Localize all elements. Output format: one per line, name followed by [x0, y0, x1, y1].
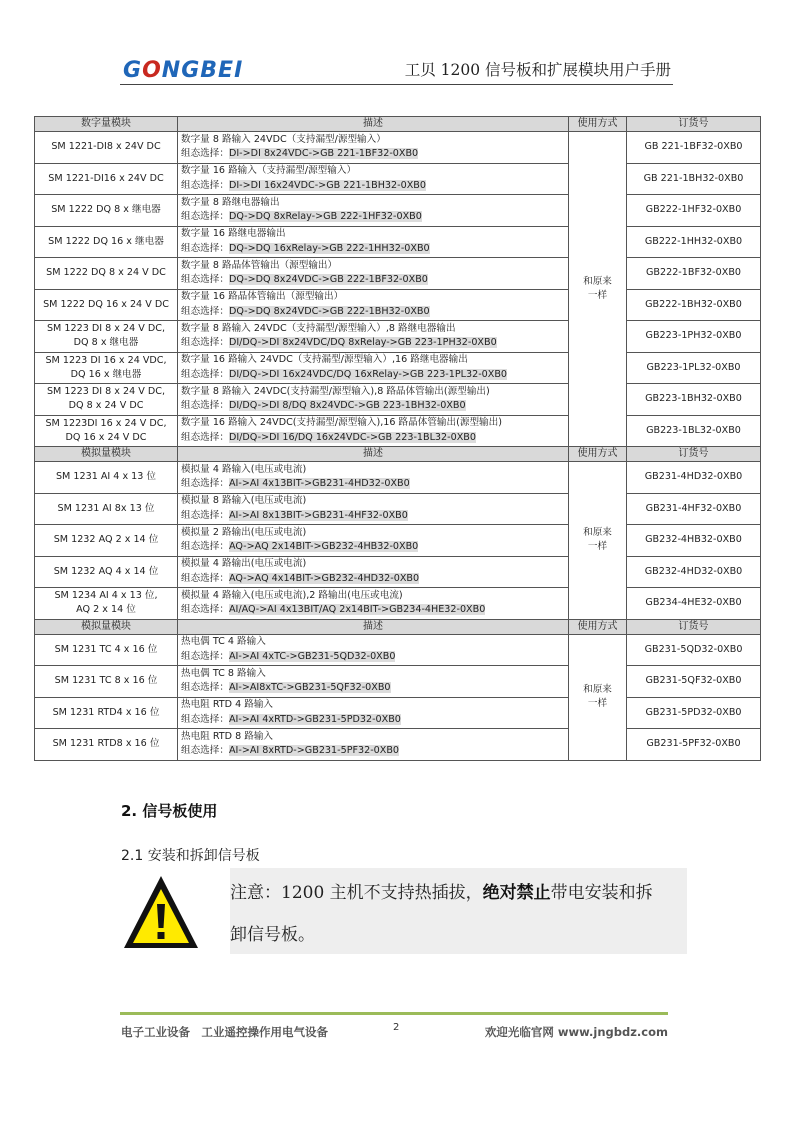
- config-path: AI->AI 4xRTD->GB231-5PD32-0XB0: [228, 713, 401, 725]
- description-cell: [178, 525, 569, 557]
- description-cell: [178, 729, 569, 761]
- description-text: 数字量 16 路继电器输出: [181, 228, 286, 240]
- warning-triangle-icon: [121, 872, 201, 952]
- config-line: [181, 273, 568, 288]
- module-name-line: SM 1222 DQ 8 x 继电器: [51, 204, 161, 216]
- description-cell: [178, 634, 569, 666]
- module-name-cell: [35, 666, 178, 698]
- column-header: 模拟量模块: [35, 619, 178, 634]
- config-label: 组态选择：: [181, 400, 229, 412]
- module-name-cell: [35, 132, 178, 164]
- order-number-cell: GB 221-1BF32-0XB0: [627, 132, 761, 164]
- order-number-cell: GB222-1HH32-0XB0: [627, 226, 761, 258]
- module-name-line: SM 1231 TC 4 x 16 位: [54, 643, 158, 655]
- column-header: 模拟量模块: [35, 447, 178, 462]
- description-text: 模拟量 4 路输出(电压或电流): [181, 558, 307, 570]
- page-header: [120, 52, 673, 85]
- module-name-cell: [35, 352, 178, 384]
- column-header: 订货号: [627, 447, 761, 462]
- description-cell: [178, 163, 569, 195]
- description-cell: [178, 258, 569, 290]
- description-cell: [178, 289, 569, 321]
- config-path: DQ->DQ 8xRelay->GB 222-1HF32-0XB0: [228, 211, 422, 223]
- table-header-row: [35, 447, 761, 462]
- module-name-cell: [35, 258, 178, 290]
- order-number-cell: GB223-1BH32-0XB0: [627, 384, 761, 416]
- config-path: AI/AQ->AI 4x13BIT/AQ 2x14BIT->GB234-4HE32-0XB0: [228, 604, 486, 616]
- order-number-cell: GB231-5QD32-0XB0: [627, 634, 761, 666]
- table-row: [35, 525, 761, 557]
- subsection-heading: 2.1 安装和拆卸信号板: [121, 848, 260, 864]
- table-row: [35, 132, 761, 164]
- module-name-cell: [35, 195, 178, 227]
- description-text: 数字量 16 路输入 24VDC（支持漏型/源型输入）,16 路继电器输出: [181, 354, 468, 366]
- config-path: AQ->AQ 4x14BIT->GB232-4HD32-0XB0: [228, 572, 420, 584]
- table-row: [35, 226, 761, 258]
- footer-tagline: 电子工业设备 工业遥控操作用电气设备: [121, 1025, 328, 1039]
- table-row: [35, 634, 761, 666]
- config-line: [181, 744, 568, 759]
- table-row: [35, 321, 761, 353]
- module-name-line: SM 1234 AI 4 x 13 位,: [54, 590, 158, 602]
- config-label: 组态选择：: [181, 713, 229, 725]
- config-line: [181, 713, 568, 728]
- config-label: 组态选择：: [181, 604, 229, 616]
- description-text: 数字量 8 路输入 24VDC(支持漏型/源型输入),8 路晶体管输出(源型输出): [181, 385, 490, 397]
- module-name-line: DQ 8 x 继电器: [73, 337, 139, 349]
- description-cell: [178, 226, 569, 258]
- config-label: 组态选择：: [181, 745, 229, 757]
- config-line: [181, 210, 568, 225]
- config-label: 组态选择：: [181, 431, 229, 443]
- module-name-line: SM 1223 DI 8 x 24 V DC,: [46, 386, 166, 398]
- description-text: 数字量 8 路继电器输出: [181, 196, 280, 208]
- config-path: DI->DI 8x24VDC->GB 221-1BF32-0XB0: [228, 148, 419, 160]
- table-row: [35, 163, 761, 195]
- module-name-cell: [35, 289, 178, 321]
- order-number-cell: GB222-1HF32-0XB0: [627, 195, 761, 227]
- module-name-cell: [35, 588, 178, 620]
- config-path: DQ->DQ 16xRelay->GB 222-1HH32-0XB0: [228, 242, 430, 254]
- note-line-1: 注意：1200 主机不支持热插拔，绝对禁止带电安装和拆: [230, 883, 653, 903]
- module-name-cell: [35, 415, 178, 447]
- description-cell: [178, 493, 569, 525]
- config-path: DQ->DQ 8x24VDC->GB 222-1BF32-0XB0: [228, 274, 428, 286]
- table-row: [35, 352, 761, 384]
- table-row: [35, 258, 761, 290]
- config-label: 组态选择：: [181, 650, 229, 662]
- document-title: 工贝 1200 信号板和扩展模块用户手册: [404, 61, 671, 79]
- config-line: [181, 681, 568, 696]
- module-name-line: SM 1223 DI 8 x 24 V DC,: [46, 323, 166, 335]
- description-cell: [178, 195, 569, 227]
- description-cell: [178, 415, 569, 447]
- config-label: 组态选择：: [181, 242, 229, 254]
- order-number-cell: GB223-1PL32-0XB0: [627, 352, 761, 384]
- description-text: 热电偶 TC 8 路输入: [181, 667, 266, 679]
- description-text: 模拟量 4 路输入(电压或电流): [181, 463, 307, 475]
- config-label: 组态选择：: [181, 682, 229, 694]
- config-path: DI/DQ->DI 16/DQ 16x24VDC->GB 223-1BL32-0XB0: [228, 431, 476, 443]
- column-header: 描述: [178, 117, 569, 132]
- table-row: [35, 556, 761, 588]
- column-header: 数字量模块: [35, 117, 178, 132]
- module-name-cell: [35, 556, 178, 588]
- config-path: AI->AI8xTC->GB231-5QF32-0XB0: [228, 682, 391, 694]
- footer-divider: [120, 1012, 668, 1015]
- table-row: [35, 588, 761, 620]
- module-name-line: SM 1232 AQ 2 x 14 位: [53, 534, 159, 546]
- config-label: 组态选择：: [181, 478, 229, 490]
- module-name-line: SM 1222 DQ 16 x 继电器: [48, 235, 164, 247]
- description-cell: [178, 556, 569, 588]
- section-heading: 2. 信号板使用: [121, 802, 218, 820]
- config-line: [181, 509, 568, 524]
- description-text: 数字量 8 路晶体管输出（源型输出）: [181, 259, 338, 271]
- table-row: [35, 729, 761, 761]
- description-cell: [178, 321, 569, 353]
- description-text: 模拟量 4 路输入(电压或电流),2 路输出(电压或电流): [181, 589, 403, 601]
- note-line-2: 卸信号板。: [230, 925, 315, 945]
- usage-text: 和原来: [583, 527, 612, 539]
- config-line: [181, 431, 568, 446]
- config-label: 组态选择：: [181, 211, 229, 223]
- config-label: 组态选择：: [181, 509, 229, 521]
- company-logo: GONGBEI: [123, 58, 244, 83]
- page-number: 2: [393, 1022, 400, 1033]
- module-name-line: DQ 8 x 24 V DC: [68, 400, 144, 412]
- usage-text: 一样: [587, 290, 608, 301]
- config-line: [181, 572, 568, 587]
- config-path: AI->AI 8x13BIT->GB231-4HF32-0XB0: [228, 509, 408, 521]
- module-name-line: SM 1231 TC 8 x 16 位: [54, 675, 158, 687]
- table-row: [35, 415, 761, 447]
- warning-note: [230, 868, 687, 954]
- module-name-line: SM 1222 DQ 16 x 24 V DC: [43, 298, 169, 310]
- column-header: 描述: [178, 447, 569, 462]
- description-text: 热电阻 RTD 4 路输入: [181, 699, 274, 711]
- module-name-cell: [35, 729, 178, 761]
- usage-cell: [569, 634, 627, 760]
- description-text: 数字量 8 路输入 24VDC（支持漏型/源型输入）: [181, 133, 386, 145]
- config-label: 组态选择：: [181, 148, 229, 160]
- config-path: DI->DI 16x24VDC->GB 221-1BH32-0XB0: [228, 179, 426, 191]
- module-name-line: DQ 16 x 24 V DC: [65, 431, 147, 443]
- table-row: [35, 666, 761, 698]
- order-number-cell: GB232-4HD32-0XB0: [627, 556, 761, 588]
- config-line: [181, 603, 568, 618]
- module-name-cell: [35, 493, 178, 525]
- note-emphasis: 绝对禁止: [482, 883, 551, 903]
- config-label: 组态选择：: [181, 179, 229, 191]
- usage-text: 一样: [587, 541, 608, 553]
- module-name-line: SM 1231 AI 8x 13 位: [57, 502, 155, 514]
- config-line: [181, 179, 568, 194]
- module-name-cell: [35, 525, 178, 557]
- description-text: 数字量 16 路输入 24VDC(支持漏型/源型输入),16 路晶体管输出(源型输出): [181, 417, 502, 429]
- table-row: [35, 384, 761, 416]
- order-number-cell: GB 221-1BH32-0XB0: [627, 163, 761, 195]
- module-name-line: AQ 2 x 14 位: [76, 604, 136, 616]
- module-name-cell: [35, 462, 178, 494]
- module-name-line: SM 1223DI 16 x 24 V DC,: [45, 417, 167, 429]
- config-line: [181, 242, 568, 257]
- module-name-cell: [35, 163, 178, 195]
- order-number-cell: GB234-4HE32-0XB0: [627, 588, 761, 620]
- module-name-line: SM 1222 DQ 8 x 24 V DC: [46, 267, 166, 279]
- config-label: 组态选择：: [181, 337, 229, 349]
- config-path: AI->AI 8xRTD->GB231-5PF32-0XB0: [228, 745, 400, 757]
- table-row: [35, 195, 761, 227]
- description-text: 模拟量 2 路输出(电压或电流): [181, 526, 307, 538]
- config-line: [181, 147, 568, 162]
- config-path: AI->AI 4xTC->GB231-5QD32-0XB0: [228, 650, 396, 662]
- config-label: 组态选择：: [181, 368, 229, 380]
- order-number-cell: GB231-5QF32-0XB0: [627, 666, 761, 698]
- config-path: AQ->AQ 2x14BIT->GB232-4HB32-0XB0: [228, 541, 419, 553]
- description-text: 热电阻 RTD 8 路输入: [181, 730, 274, 742]
- module-name-line: SM 1232 AQ 4 x 14 位: [53, 565, 159, 577]
- table-row: [35, 289, 761, 321]
- description-cell: [178, 352, 569, 384]
- column-header: 使用方式: [569, 117, 627, 132]
- usage-cell: [569, 132, 627, 447]
- module-name-cell: [35, 226, 178, 258]
- usage-text: 一样: [587, 698, 608, 709]
- module-name-line: SM 1231 AI 4 x 13 位: [55, 471, 157, 483]
- order-number-cell: GB231-5PF32-0XB0: [627, 729, 761, 761]
- order-number-cell: GB223-1PH32-0XB0: [627, 321, 761, 353]
- description-text: 数字量 8 路输入 24VDC（支持漏型/源型输入）,8 路继电器输出: [181, 322, 456, 334]
- description-cell: [178, 462, 569, 494]
- config-line: [181, 399, 568, 414]
- column-header: 订货号: [627, 619, 761, 634]
- description-text: 模拟量 8 路输入(电压或电流): [181, 495, 307, 507]
- table-header-row: [35, 619, 761, 634]
- module-name-cell: [35, 321, 178, 353]
- order-number-cell: GB222-1BH32-0XB0: [627, 289, 761, 321]
- config-label: 组态选择：: [181, 305, 229, 317]
- module-name-cell: [35, 634, 178, 666]
- module-name-line: SM 1223 DI 16 x 24 VDC,: [45, 354, 167, 366]
- config-line: [181, 540, 568, 555]
- table-row: [35, 462, 761, 494]
- config-label: 组态选择：: [181, 541, 229, 553]
- description-text: 热电偶 TC 4 路输入: [181, 636, 266, 648]
- config-path: DI/DQ->DI 8x24VDC/DQ 8xRelay->GB 223-1PH32-0XB0: [228, 337, 497, 349]
- table-row: [35, 493, 761, 525]
- order-number-cell: GB232-4HB32-0XB0: [627, 525, 761, 557]
- module-name-line: SM 1231 RTD8 x 16 位: [52, 738, 160, 750]
- order-number-cell: GB223-1BL32-0XB0: [627, 415, 761, 447]
- config-line: [181, 336, 568, 351]
- config-line: [181, 368, 568, 383]
- description-text: 数字量 16 路输入（支持漏型/源型输入）: [181, 165, 357, 177]
- usage-cell: [569, 462, 627, 620]
- module-name-line: SM 1231 RTD4 x 16 位: [52, 706, 160, 718]
- module-name-line: DQ 16 x 继电器: [70, 368, 142, 380]
- config-line: [181, 650, 568, 665]
- description-cell: [178, 132, 569, 164]
- module-name-line: SM 1221-DI16 x 24V DC: [48, 172, 164, 184]
- column-header: 使用方式: [569, 447, 627, 462]
- config-path: DI/DQ->DI 16x24VDC/DQ 16xRelay->GB 223-1PL32-0XB0: [228, 368, 508, 380]
- column-header: 使用方式: [569, 619, 627, 634]
- module-table: [34, 116, 761, 761]
- module-name-cell: [35, 697, 178, 729]
- usage-text: 和原来: [583, 276, 612, 287]
- usage-text: 和原来: [583, 684, 612, 695]
- order-number-cell: GB222-1BF32-0XB0: [627, 258, 761, 290]
- description-cell: [178, 384, 569, 416]
- config-label: 组态选择：: [181, 274, 229, 286]
- footer-website: 欢迎光临官网 www.jngbdz.com: [484, 1025, 668, 1039]
- module-name-cell: [35, 384, 178, 416]
- module-name-line: SM 1221-DI8 x 24V DC: [51, 141, 161, 153]
- table-header-row: [35, 117, 761, 132]
- config-label: 组态选择：: [181, 572, 229, 584]
- description-cell: [178, 588, 569, 620]
- config-line: [181, 477, 568, 492]
- description-cell: [178, 697, 569, 729]
- config-path: DI/DQ->DI 8/DQ 8x24VDC->GB 223-1BH32-0XB0: [228, 400, 466, 412]
- config-line: [181, 305, 568, 320]
- column-header: 订货号: [627, 117, 761, 132]
- config-path: DQ->DQ 8x24VDC->GB 222-1BH32-0XB0: [228, 305, 430, 317]
- table-row: [35, 697, 761, 729]
- order-number-cell: GB231-4HD32-0XB0: [627, 462, 761, 494]
- config-path: AI->AI 4x13BIT->GB231-4HD32-0XB0: [228, 478, 410, 490]
- order-number-cell: GB231-4HF32-0XB0: [627, 493, 761, 525]
- description-cell: [178, 666, 569, 698]
- description-text: 数字量 16 路晶体管输出（源型输出）: [181, 291, 344, 303]
- column-header: 描述: [178, 619, 569, 634]
- order-number-cell: GB231-5PD32-0XB0: [627, 697, 761, 729]
